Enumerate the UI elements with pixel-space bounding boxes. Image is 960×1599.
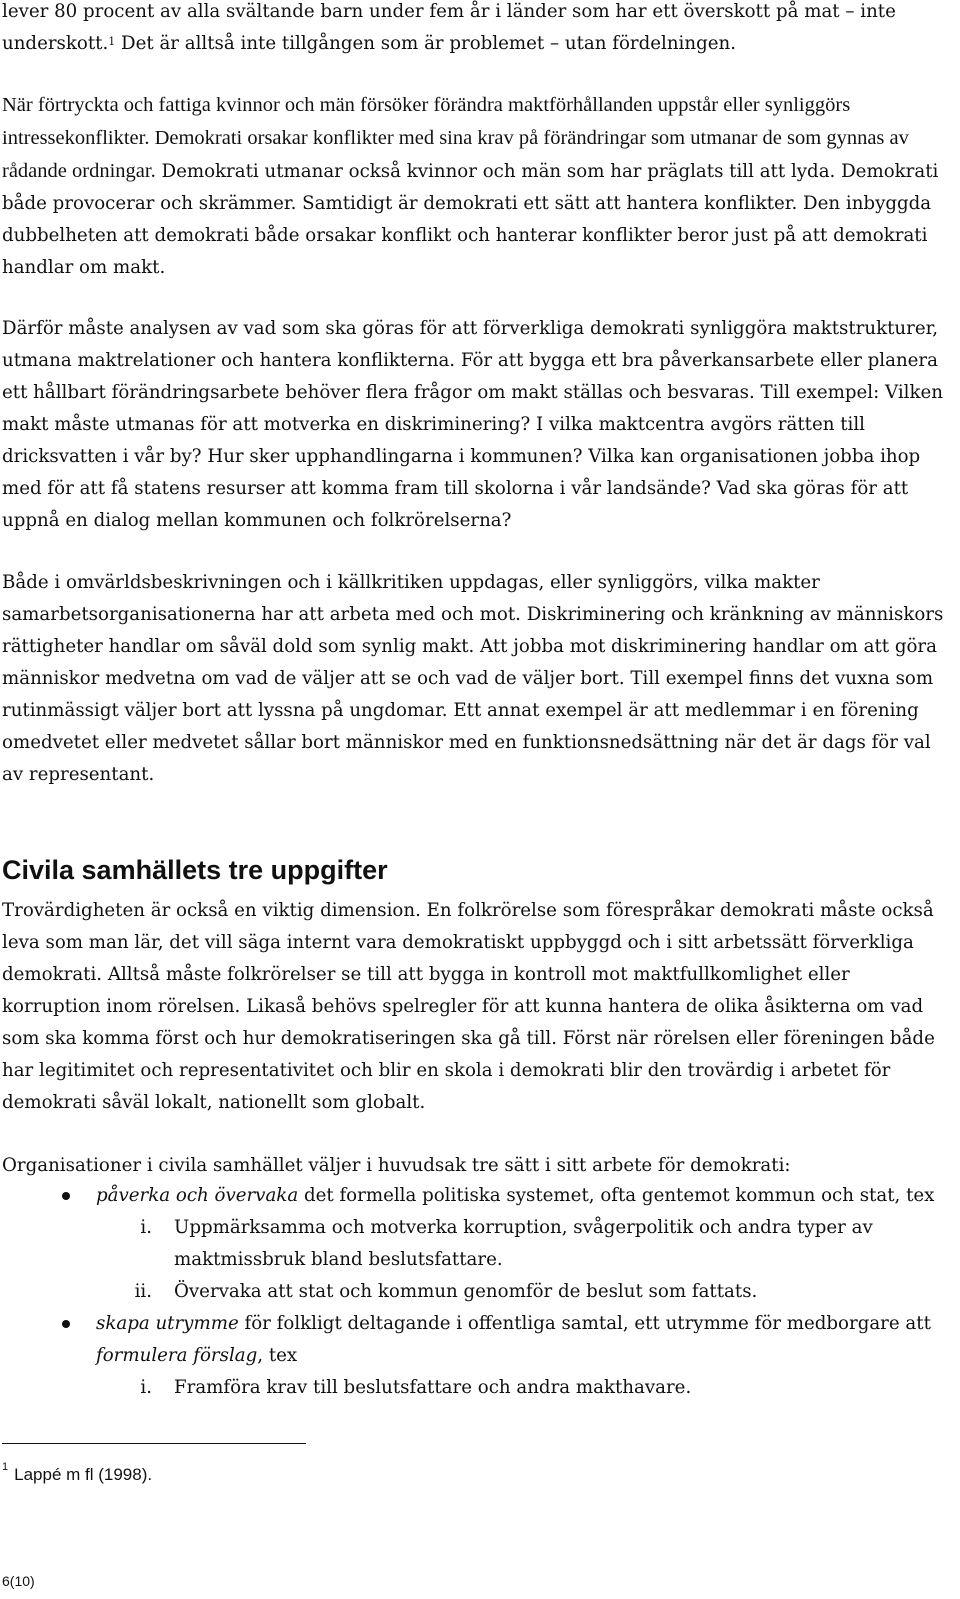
bullet-icon: [62, 1320, 70, 1328]
list-item: [0, 1212, 950, 1276]
bullet-2-emphasis-1: skapa utrymme: [96, 1313, 239, 1334]
bullet-2-emphasis-2: formulera förslag: [96, 1345, 258, 1366]
bullet-1-emphasis: påverka och övervaka: [96, 1185, 299, 1206]
list-item: [0, 1308, 950, 1372]
intro-line-2-pre: underskott.: [2, 33, 109, 54]
sub-number: i.: [140, 1217, 152, 1238]
page-number: 6(10): [2, 1573, 35, 1589]
list-item: [0, 1372, 950, 1404]
intro-paragraph: [2, 0, 946, 60]
sub-number: i.: [140, 1377, 152, 1398]
footnote-number: 1: [2, 1461, 9, 1473]
list-item: [0, 1180, 950, 1212]
sub-number: ii.: [134, 1281, 152, 1302]
bullet-2-text-2: , tex: [257, 1345, 298, 1366]
footnote-divider: [2, 1443, 306, 1444]
paragraph-1-serif: När förtryckta och fattiga kvinnor och män försöker förändra maktförhållanden uppstår eller synliggörs intressekonflikter. Demokrati orsakar konflikter med sina krav på förändringar som utmanar de som gynnas av rådande ordningar.: [2, 94, 909, 182]
footnote-text: Lappé m fl (1998).: [14, 1465, 153, 1484]
bullet-2-text-1: för folkligt deltagande i offentliga samtal, ett utrymme för medborgare att: [238, 1313, 931, 1334]
sub-item-1-line-2: maktmissbruk bland beslutsfattare.: [174, 1249, 503, 1270]
paragraph-credibility: Trovärdigheten är också en viktig dimension. En folkrörelse som förespråkar demokrati måste också leva som man lär, det vill säga internt vara demokratiskt uppbyggd och i sitt arbetssätt förverkliga demokrati. Alltså måste folkrörelser se till att bygga in kontroll mot maktfullkomlighet eller korruption inom rörelsen. Likaså behövs spelregler för att kunna hantera de olika åsikterna om vad som ska komma först och hur demokratiseringen ska gå till. Först när rörelsen eller föreningen både har legitimitet och representativitet och blir en skola i demokrati blir den trovärdig i arbetet för demokrati såväl lokalt, nationellt som globalt.: [2, 900, 935, 1113]
section-heading: Civila samhällets tre uppgifter: [2, 855, 388, 885]
sub-item-1-line-1: Uppmärksamma och motverka korruption, svågerpolitik och andra typer av: [174, 1217, 873, 1238]
paragraph-1-book: Demokrati utmanar också kvinnor och män som har präglats till att lyda. Demokrati både provocerar och skrämmer. Samtidigt är demokrati ett sätt att hantera konflikter. Den inbyggda dubbelheten att demokrati både orsakar konflikt och hanterar konflikter beror just på att demokrati handlar om makt.: [2, 161, 939, 278]
bullet-1-text: det formella politiska systemet, ofta gentemot kommun och stat, tex: [298, 1185, 935, 1206]
paragraph-three-ways: Organisationer i civila samhället väljer i huvudsak tre sätt i sitt arbete för demokrati:: [2, 1155, 791, 1176]
paragraph-analysis: Därför måste analysen av vad som ska göras för att förverkliga demokrati synliggöra maktstrukturer, utmana maktrelationer och hantera konflikterna. För att bygga ett bra påverkansarbete eller planera ett hållbart förändringsarbete behöver flera frågor om makt ställas och besvaras. Till exempel: Vilken makt måste utmanas för att motverka en diskriminering? I vilka maktcentra avgörs rätten till dricksvatten i vår by? Hur sker upphandlingarna i kommunen? Vilka kan organisationen jobba ihop med för att få statens resurser att komma fram till skolorna i vår landsände? Vad ska göras för att uppnå en dialog mellan kommunen och folkrörelserna?: [2, 318, 943, 531]
paragraph-power-conflicts: [2, 89, 946, 284]
sub-item-3-text: Framföra krav till beslutsfattare och andra makthavare.: [174, 1377, 692, 1398]
footnote-ref[interactable]: 1: [108, 35, 116, 48]
list-item: [0, 1276, 950, 1308]
sub-item-2-text: Övervaka att stat och kommun genomför de beslut som fattats.: [174, 1281, 758, 1302]
footnote: [2, 1461, 153, 1485]
paragraph-discrimination: Både i omvärldsbeskrivningen och i källkritiken uppdagas, eller synliggörs, vilka makter samarbetsorganisationerna har att arbeta med och mot. Diskriminering och kränkning av människors rättigheter handlar om såväl dold som synlig makt. Att jobba mot diskriminering handlar om att göra människor medvetna om vad de väljer att se och vad de väljer bort. Till exempel finns det vuxna som rutinmässigt väljer bort att lyssna på ungdomar. Ett annat exempel är att medlemmar i en förening omedvetet eller medvetet sållar bort människor med en funktionsnedsättning när det är dags för val av representant.: [2, 572, 944, 785]
intro-line-2-post: Det är alltså inte tillgången som är problemet – utan fördelningen.: [115, 33, 736, 54]
intro-line-1: lever 80 procent av alla svältande barn under fem år i länder som har ett överskott på mat – inte: [2, 1, 896, 22]
bullet-icon: [62, 1192, 70, 1200]
